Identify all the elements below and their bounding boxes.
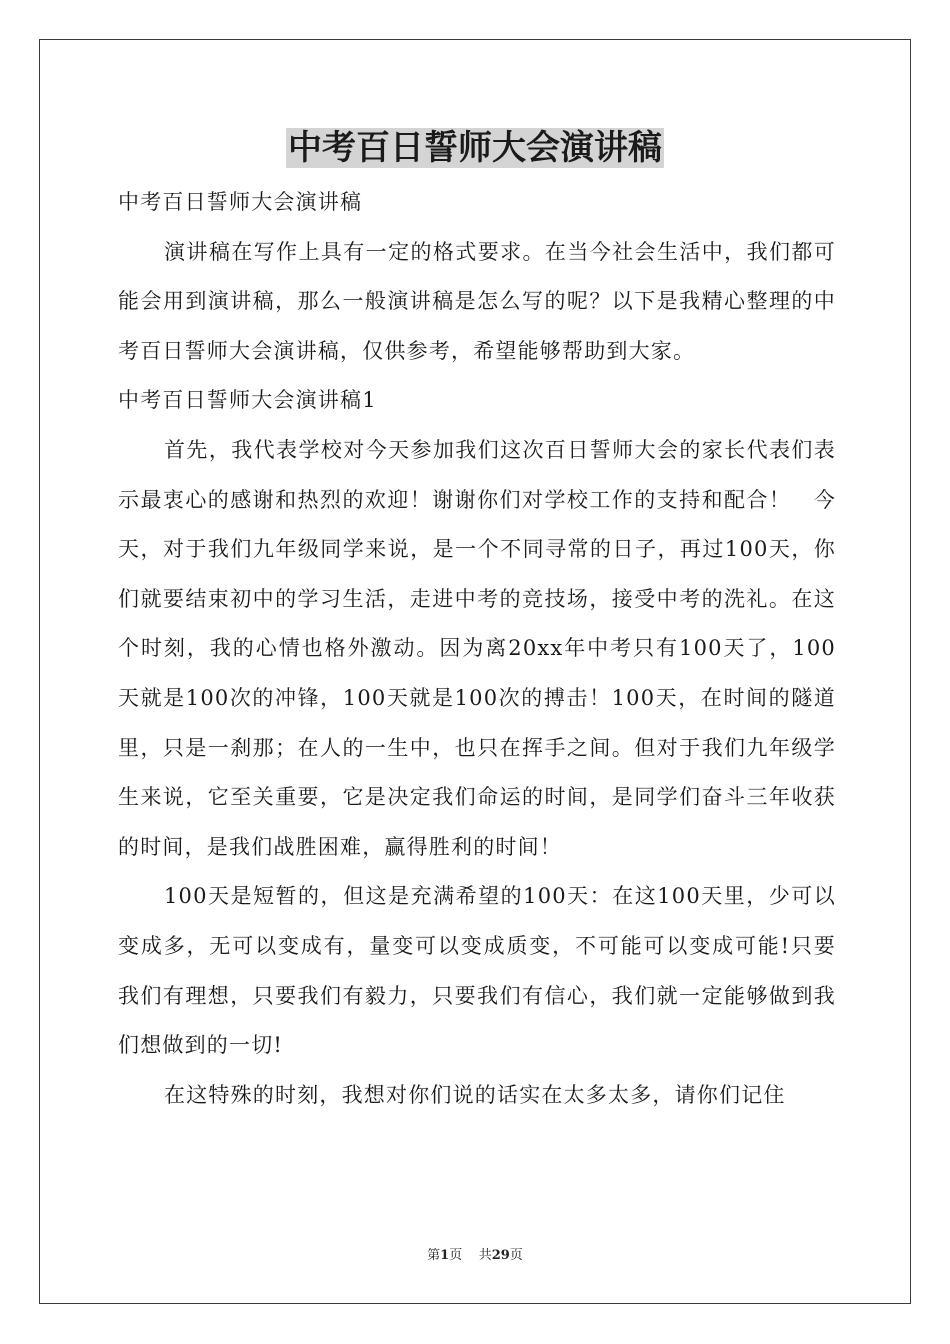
body-paragraph: 100天是短暂的，但这是充满希望的100天：在这100天里，少可以变成多，无可以变成有，量变可以变成质变，不可能可以变成可能!只要我们有理想，只要我们有毅力，只要我们有信心，我们就一定能够做到我们想做到的一切!	[118, 884, 836, 1058]
document-title	[0, 126, 950, 170]
document-title-text: 中考百日誓师大会演讲稿	[288, 128, 662, 168]
subtitle-paragraph: 中考百日誓师大会演讲稿	[118, 190, 363, 214]
body-paragraph: 在这特殊的时刻，我想对你们说的话实在太多太多，请你们记住	[164, 1082, 786, 1107]
page-suffix: 页	[449, 1248, 463, 1263]
page-footer	[0, 1247, 950, 1265]
total-pages: 29	[491, 1248, 510, 1263]
page-number: 1	[440, 1248, 450, 1263]
intro-paragraph: 演讲稿在写作上具有一定的格式要求。在当今社会生活中，我们都可能会用到演讲稿，那么一般演讲稿是怎么写的呢？以下是我精心整理的中考百日誓师大会演讲稿，仅供参考，希望能够帮助到大家。	[118, 239, 836, 363]
total-prefix: 共	[478, 1248, 492, 1263]
body-paragraph: 首先，我代表学校对今天参加我们这次百日誓师大会的家长代表们表示最衷心的感谢和热烈的欢迎！谢谢你们对学校工作的支持和配合！ 今天，对于我们九年级同学来说，是一个不同寻常的日子，再过100天，你们就要结束初中的学习生活，走进中考的竞技场，接受中考的洗礼。在这个时刻，我的心情也格外激动。因为离20xx年中考只有100天了，100天就是100次的冲锋，100天就是100次的搏击！100天，在时间的隧道里，只是一刹那；在人的一生中，也只在挥手之间。但对于我们九年级学生来说，它至关重要，它是决定我们命运的时间，是同学们奋斗三年收获的时间，是我们战胜困难，赢得胜利的时间！	[118, 437, 836, 859]
page-prefix: 第	[427, 1248, 441, 1263]
section-heading: 中考百日誓师大会演讲稿1	[118, 388, 377, 413]
document-body	[118, 178, 836, 1120]
total-suffix: 页	[509, 1248, 523, 1263]
